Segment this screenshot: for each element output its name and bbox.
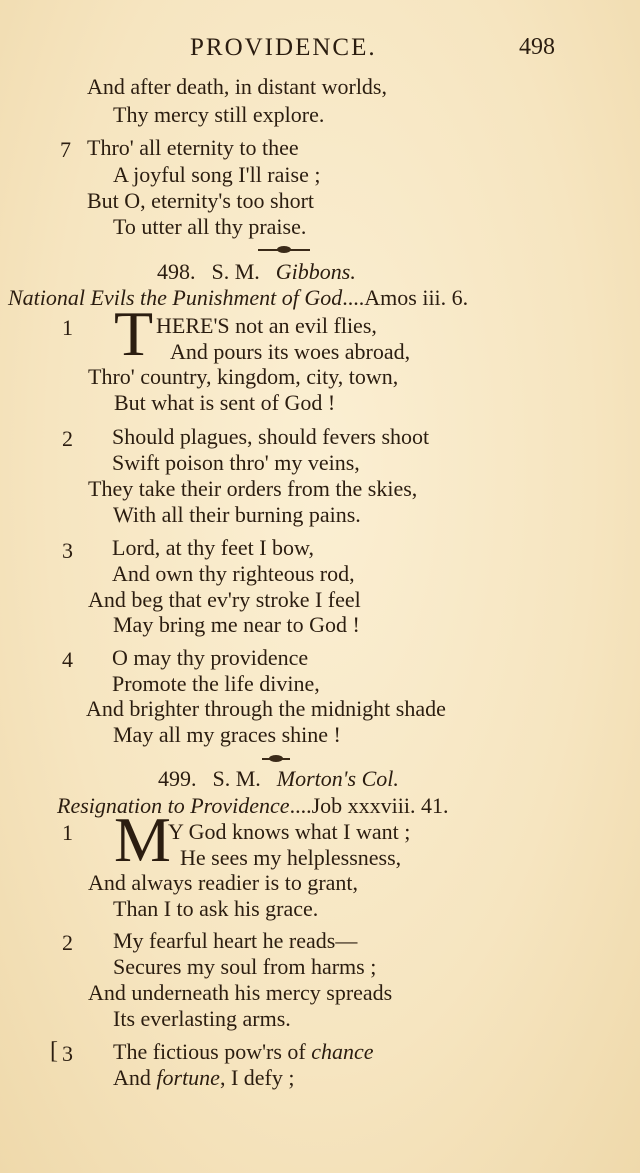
verse-number: 7 [60, 137, 71, 162]
verse-line: Secures my soul from harms ; [113, 954, 377, 979]
verse-line [113, 1039, 374, 1065]
verse-line: My fearful heart he reads— [113, 928, 358, 953]
ornament-divider [258, 249, 310, 251]
verse-line: And always readier is to grant, [88, 870, 359, 895]
verse-line: O may thy providence [112, 645, 309, 670]
verse-line: Promote the life divine, [112, 671, 320, 696]
page-number: 498 [519, 34, 555, 60]
verse-text: And [113, 1065, 157, 1090]
verse-bracket: [ [50, 1038, 58, 1064]
verse-line: Thro' country, kingdom, city, town, [88, 364, 399, 389]
verse-line: To utter all thy praise. [113, 214, 307, 239]
verse-line: And own thy righteous rod, [112, 561, 355, 586]
verse-line: Swift poison thro' my veins, [112, 450, 360, 475]
verse-line: And brighter through the midnight shade [86, 696, 446, 721]
verse-line: They take their orders from the skies, [88, 476, 418, 501]
hymn-number: 498. [157, 259, 196, 284]
verse-line [113, 1065, 294, 1091]
hymn-meter: S. M. [212, 766, 261, 791]
verse-text-italic: fortune [156, 1065, 220, 1090]
hymn-tune: Morton's Col. [276, 766, 399, 791]
verse-line: Its everlasting arms. [113, 1006, 291, 1031]
hymn-heading [157, 259, 356, 285]
verse-line: And underneath his mercy spreads [88, 980, 393, 1005]
hymn-subject [8, 285, 468, 311]
verse-line: HERE'S not an evil flies, [156, 313, 377, 338]
verse-number: 1 [62, 315, 73, 340]
verse-text: , I defy ; [219, 1065, 295, 1090]
verse-number: 2 [62, 426, 73, 451]
ornament-divider [262, 758, 290, 760]
drop-cap: T [114, 298, 154, 369]
verse-number: 3 [62, 538, 73, 563]
verse-line: May bring me near to God ! [113, 612, 360, 637]
hymn-meter: S. M. [211, 259, 260, 284]
verse-line: A joyful song I'll raise ; [113, 162, 321, 187]
verse-line: Thy mercy still explore. [113, 102, 325, 127]
verse-line: May all my graces shine ! [113, 722, 341, 747]
verse-line: He sees my helplessness, [180, 845, 402, 870]
verse-line: Should plagues, should fevers shoot [112, 424, 430, 449]
verse-line: And pours its woes abroad, [170, 339, 411, 364]
verse-line: Thro' all eternity to thee [87, 135, 299, 160]
verse-line: Lord, at thy feet I bow, [112, 535, 315, 560]
hymn-subject-title: National Evils the Punishment of God [8, 285, 343, 310]
verse-line: But what is sent of God ! [114, 390, 336, 415]
hymn-number: 499. [158, 766, 197, 791]
hymn-subject-title: Resignation to Providence [57, 793, 290, 818]
verse-line: With all their burning pains. [113, 502, 361, 527]
verse-line: And after death, in distant worlds, [87, 74, 387, 99]
verse-text-italic: chance [311, 1039, 374, 1064]
verse-number: 2 [62, 930, 73, 955]
verse-number: 1 [62, 820, 73, 845]
verse-number: 4 [62, 647, 73, 672]
hymn-heading [158, 766, 399, 792]
page-header-title: PROVIDENCE. [190, 34, 377, 61]
verse-text: The fictious pow'rs of [113, 1039, 312, 1064]
hymn-tune: Gibbons. [275, 259, 356, 284]
drop-cap: M [114, 804, 171, 875]
scripture-reference: ....Job xxxviii. 41. [289, 793, 449, 818]
verse-line: Y God knows what I want ; [168, 819, 411, 844]
verse-number: 3 [62, 1041, 73, 1066]
scripture-reference: ....Amos iii. 6. [342, 285, 469, 310]
verse-line: But O, eternity's too short [87, 188, 315, 213]
verse-line: Than I to ask his grace. [113, 896, 319, 921]
verse-line: And beg that ev'ry stroke I feel [88, 587, 361, 612]
